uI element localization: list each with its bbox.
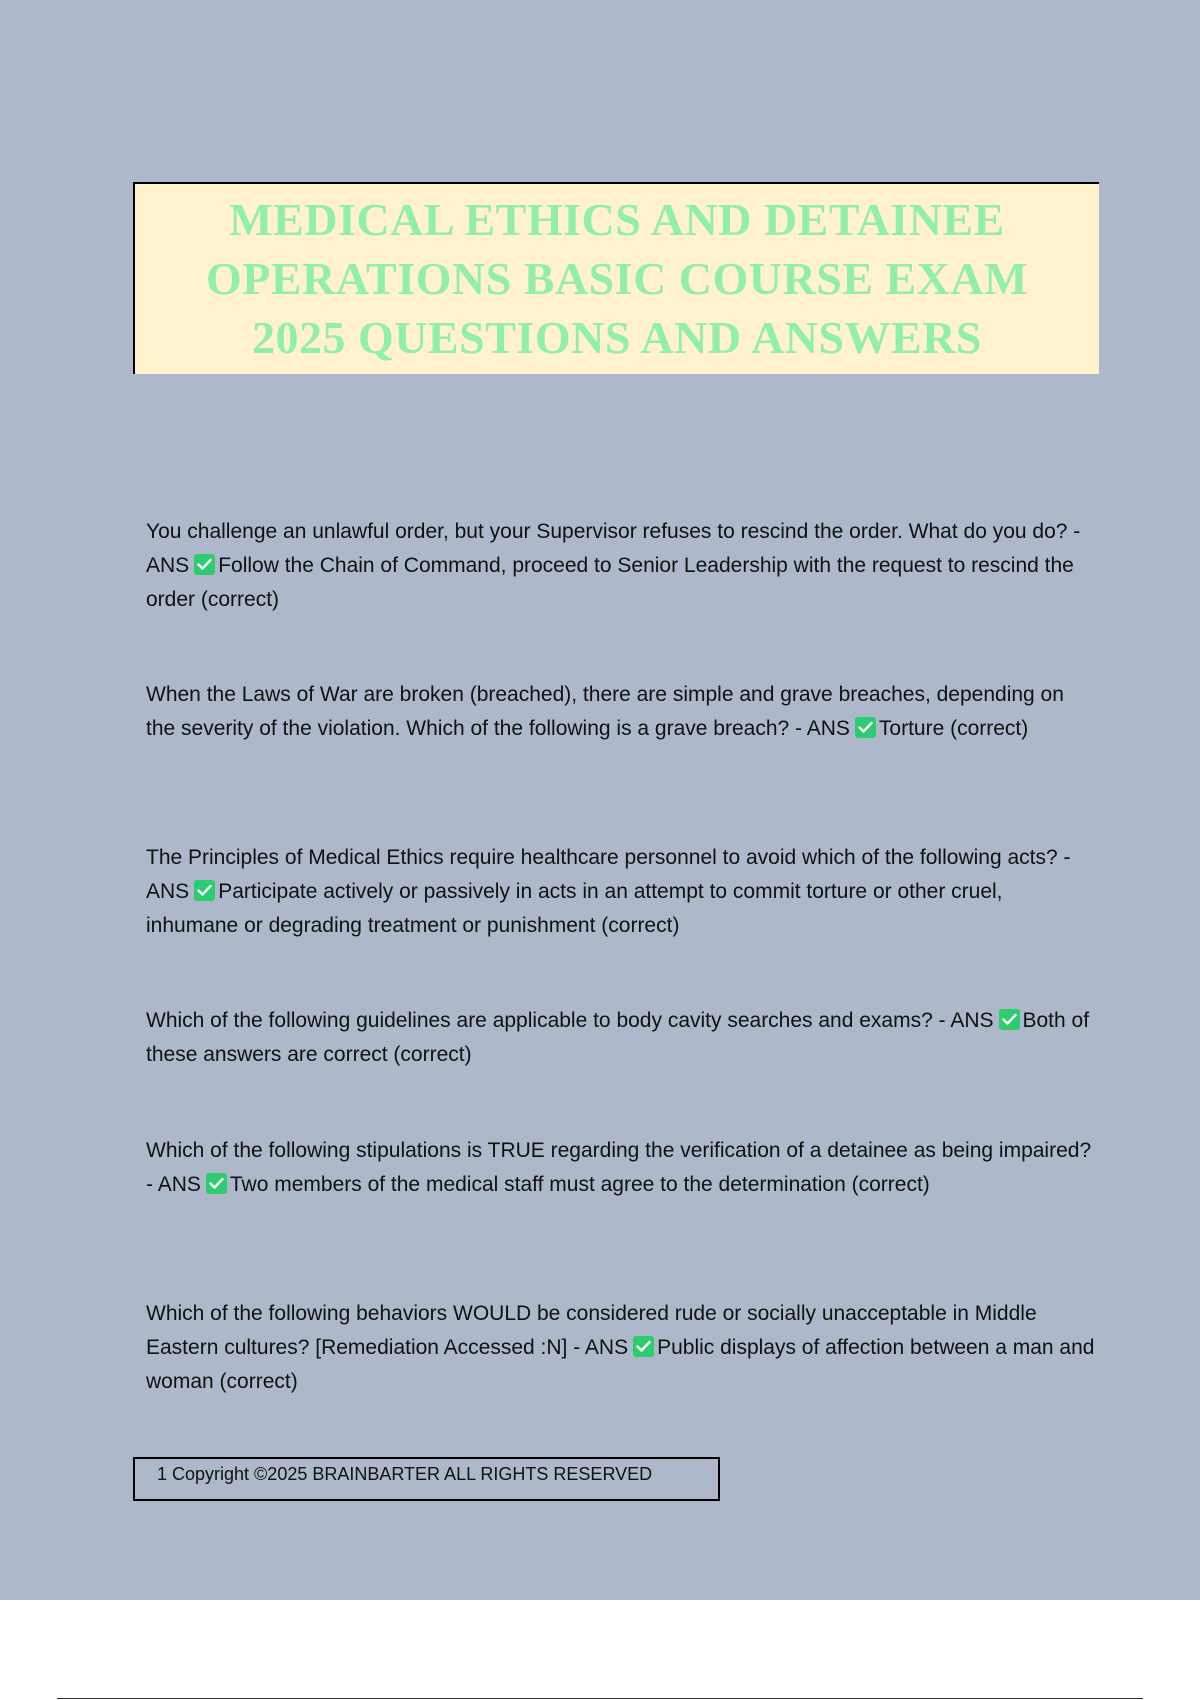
qa-item-5 (146, 1134, 1096, 1202)
answer-text: Two members of the medical staff must agree to the determination (correct) (229, 1173, 930, 1196)
question-text: You challenge an unlawful order, but your Supervisor refuses to rescind the order. What do you do? - (146, 520, 1081, 543)
check-mark-icon (999, 1009, 1020, 1030)
qa-item-6 (146, 1297, 1096, 1399)
title-line-2: OPERATIONS BASIC COURSE EXAM (205, 253, 1029, 304)
copyright-text: 1 Copyright ©2025 BRAINBARTER ALL RIGHTS RESERVED (157, 1464, 653, 1484)
answer-text: Participate actively or passively in acts in an attempt to commit torture or other cruel, inhumane or degrading treatment or punishment (correct) (146, 880, 1003, 937)
answer-text: Torture (correct) (878, 717, 1029, 740)
question-text: The Principles of Medical Ethics require healthcare personnel to avoid which of the following acts? - (146, 846, 1071, 869)
ans-label: ANS (806, 717, 850, 740)
question-text: Which of the following behaviors WOULD be considered rude or socially unacceptable in Middle Eastern cultures? [Remediation Accessed :N] - (146, 1302, 1037, 1359)
ans-label: ANS (584, 1336, 629, 1359)
ans-label: ANS (157, 1173, 201, 1196)
title-line-3: 2025 QUESTIONS AND ANSWERS (251, 312, 983, 363)
qa-item-1 (146, 515, 1096, 617)
question-text: When the Laws of War are broken (breached), there are simple and grave breaches, depending on the severity of the violation. Which of the following is a grave breach? - (146, 683, 1064, 740)
title-box (133, 182, 1099, 374)
question-text: Which of the following stipulations is TRUE regarding the verification of a detainee as being impaired? - (146, 1139, 1092, 1196)
ans-label: ANS (146, 554, 190, 577)
answer-text: Public displays of affection between a man and woman (correct) (146, 1336, 1095, 1393)
check-mark-icon (855, 717, 876, 738)
copyright-footer (133, 1457, 720, 1501)
page-bottom-divider (57, 1698, 1143, 1699)
check-mark-icon (194, 554, 215, 575)
question-text: Which of the following guidelines are applicable to body cavity searches and exams? - (146, 1009, 946, 1032)
ans-label: ANS (146, 880, 190, 903)
check-mark-icon (633, 1336, 654, 1357)
answer-text: Follow the Chain of Command, proceed to Senior Leadership with the request to rescind the order (correct) (146, 554, 1074, 611)
check-mark-icon (194, 880, 215, 901)
qa-item-3 (146, 841, 1096, 943)
qa-item-4 (146, 1004, 1096, 1072)
title-line-1: MEDICAL ETHICS AND DETAINEE (229, 194, 1005, 245)
answer-text: Both of these answers are correct (correct) (146, 1009, 1090, 1066)
qa-item-2 (146, 678, 1096, 746)
ans-label: ANS (950, 1009, 994, 1032)
check-mark-icon (206, 1173, 227, 1194)
